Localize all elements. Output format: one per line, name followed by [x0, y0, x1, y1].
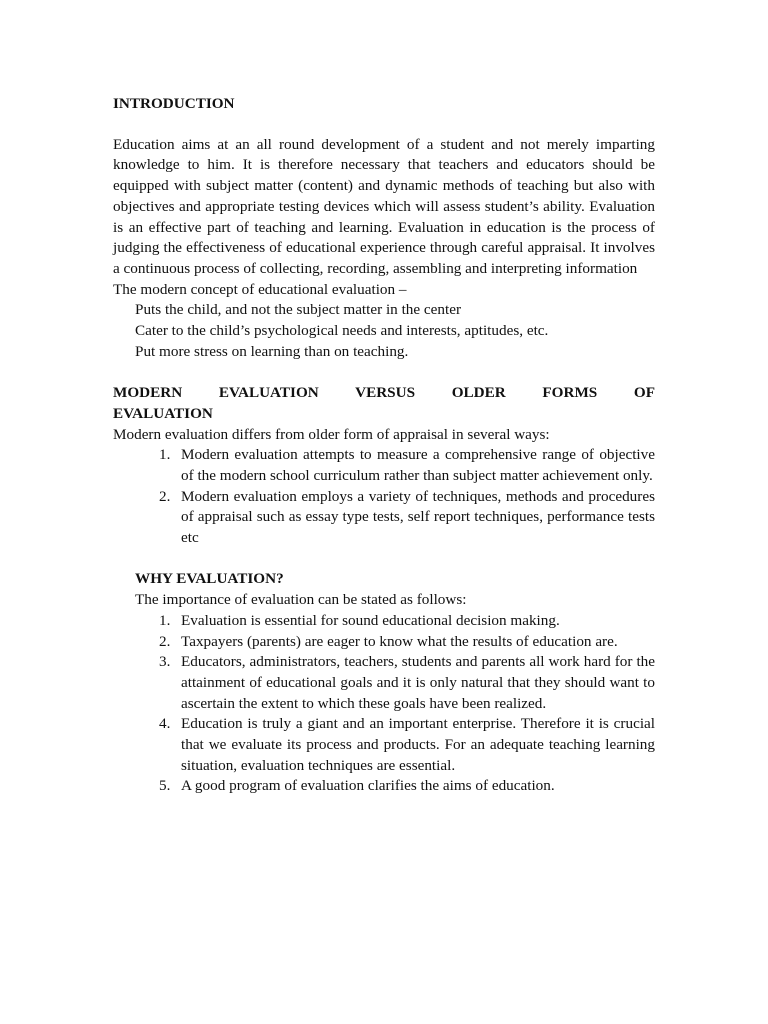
section3-list — [113, 611, 655, 797]
list-text: Modern evaluation employs a variety of techniques, methods and procedures of appraisal such as essay type tests, self report techniques, performance tests etc — [181, 487, 655, 547]
list-number: 4. — [159, 715, 171, 733]
list-text: Taxpayers (parents) are eager to know what the results of education are. — [181, 632, 618, 650]
intro-heading: INTRODUCTION — [113, 95, 235, 112]
list-number: 3. — [159, 653, 171, 671]
list-item — [113, 632, 655, 653]
list-item — [113, 714, 655, 776]
list-item — [113, 487, 655, 549]
list-number: 1. — [159, 446, 171, 464]
list-number: 2. — [159, 632, 171, 650]
list-text: Evaluation is essential for sound educational decision making. — [181, 611, 560, 629]
list-number: 5. — [159, 777, 171, 795]
list-item — [113, 776, 655, 797]
section3-intro: The importance of evaluation can be stated as follows: — [135, 591, 467, 609]
section2-list — [113, 445, 655, 549]
section2-intro: Modern evaluation differs from older form of appraisal in several ways: — [113, 425, 550, 443]
list-text: Modern evaluation attempts to measure a comprehensive range of objective of the modern school curriculum rather than subject matter achievement only. — [181, 446, 655, 484]
section2-heading-line2: EVALUATION — [113, 404, 213, 422]
list-text: Education is truly a giant and an important enterprise. Therefore it is crucial that we evaluate its process and products. For an adequate teaching learning situation, evaluation techniques are essential. — [181, 715, 655, 774]
section3-heading: WHY EVALUATION? — [135, 570, 284, 588]
list-item: Put more stress on learning than on teaching. — [135, 342, 409, 360]
section2-heading: MODERN EVALUATION VERSUS OLDER FORMS OF — [113, 384, 655, 402]
list-text: Educators, administrators, teachers, students and parents all work hard for the attainment of educational goals and it is only natural that they should want to ascertain the extent to which these goals have been realized. — [181, 653, 655, 712]
concept-list — [113, 300, 655, 362]
list-number: 2. — [159, 487, 171, 505]
list-item — [113, 652, 655, 714]
list-item: Cater to the child’s psychological needs and interests, aptitudes, etc. — [135, 322, 549, 340]
list-item — [113, 611, 655, 632]
list-item: Puts the child, and not the subject matter in the center — [135, 301, 462, 319]
list-number: 1. — [159, 611, 171, 629]
document-page — [113, 94, 655, 797]
intro-paragraph: Education aims at an all round development of a student and not merely imparting knowledge to him. It is therefore necessary that teachers and educators should be equipped with subject matter (content) and dynamic methods of teaching but also with objectives and appropriate testing devices which will assess student’s ability. Evaluation is an effective part of teaching and learning. Evaluation in education is the process of judging the effectiveness of educational experience through careful appraisal. It involves a continuous process of collecting, recording, assembling and interpreting information — [113, 135, 655, 277]
list-text: A good program of evaluation clarifies the aims of education. — [181, 777, 555, 795]
concept-line: The modern concept of educational evaluation – — [113, 280, 407, 298]
list-item — [113, 445, 655, 486]
